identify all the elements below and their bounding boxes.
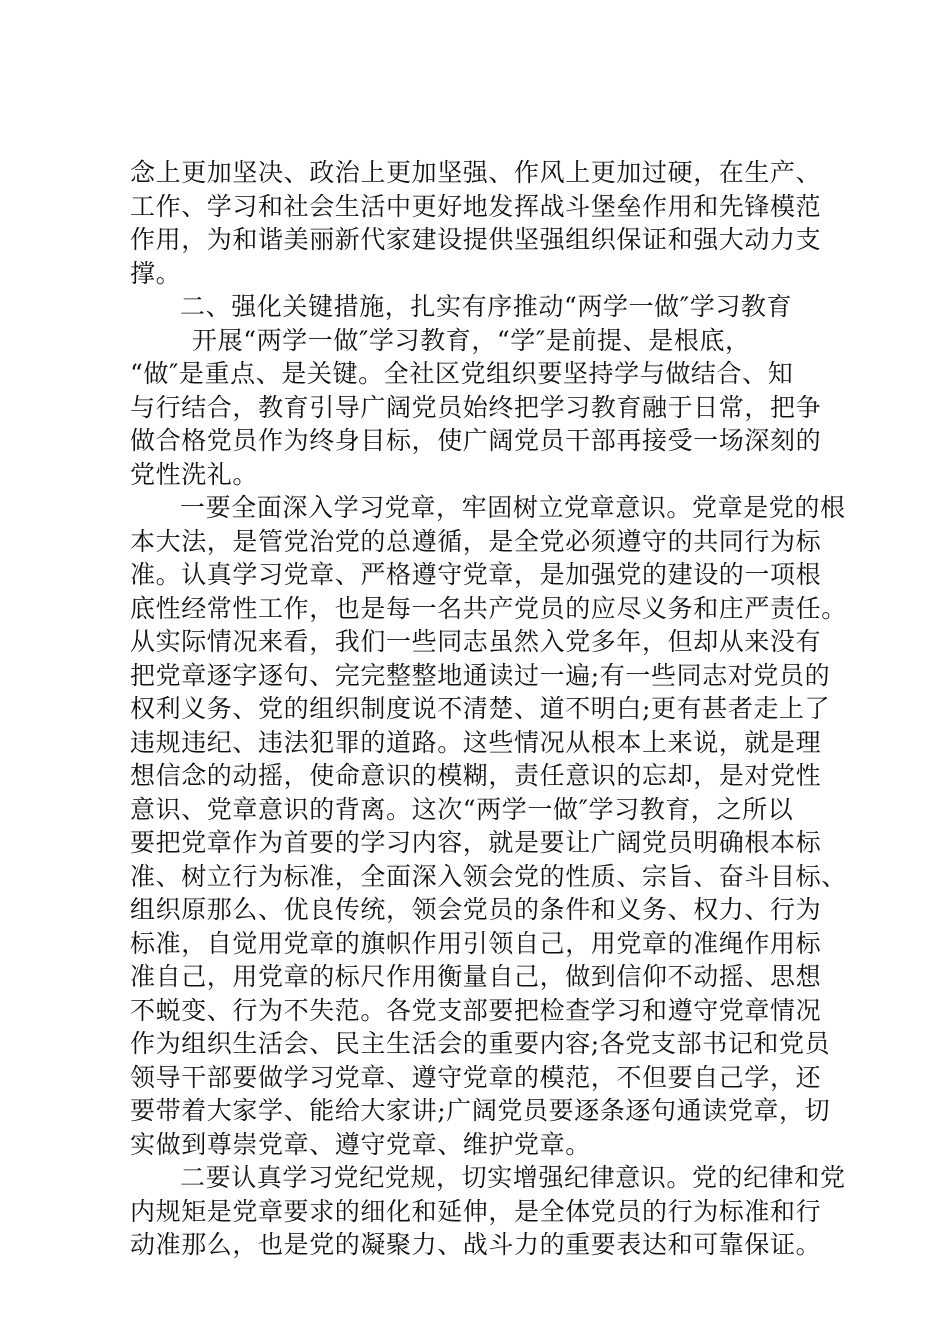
text-line: 领导干部要做学习党章、遵守党章的模范，不但要自己学，还 [130,1062,822,1092]
text-line: 要带着大家学、能给大家讲;广阔党员要逐条逐句通读党章，切 [130,1096,831,1125]
text-line: 组织原那么、优良传统，领会党员的条件和义务、权力、行为 [130,895,822,924]
text-line: 撑。 [130,258,182,288]
text-line: 实做到尊崇党章、遵守党章、维护党章。 [130,1129,591,1159]
text-line: 不蜕变、行为不失范。各党支部要把检查学习和遵守党章情况 [130,995,822,1025]
text-line: 准。认真学习党章、严格遵守党章，是加强党的建设的一项根 [130,560,822,589]
text-line: 做合格党员作为终身目标，使广阔党员干部再接受一场深刻的 [130,426,822,455]
body-text [130,156,850,1262]
text-line: 要把党章作为首要的学习内容，就是要让广阔党员明确根本标 [130,828,822,857]
text-line: 把党章逐字逐句、完完整整地通读过一遍;有一些同志对党员的 [130,660,831,690]
text-line: 权利义务、党的组织制度说不清楚、道不明白;更有甚者走上了 [130,694,831,723]
text-line: 从实际情况来看，我们一些同志虽然入党多年，但却从来没有 [130,627,822,656]
section-heading: 二、强化关键措施，扎实有序推动“两学一做″学习教育 [180,292,793,321]
text-line: 工作、学习和社会生活中更好地发挥战斗堡垒作用和先锋模范 [130,191,822,221]
text-line: 本大法，是管党治党的总遵循，是全党必须遵守的共同行为标 [130,526,822,556]
text-line: 与行结合，教育引导广阔党员始终把学习教育融于日常，把争 [130,392,822,422]
text-line: 标准，自觉用党章的旗帜作用引领自己，用党章的准绳作用标 [130,928,822,958]
text-line: 作为组织生活会、民主生活会的重要内容;各党支部书记和党员 [130,1029,831,1058]
text-line: 党性洗礼。 [130,459,259,489]
text-line: 想信念的动摇，使命意识的模糊，责任意识的忘却，是对党性 [130,761,822,790]
text-line: 内规矩是党章要求的细化和延伸，是全体党员的行为标准和行 [130,1196,822,1226]
text-line: 动准那么，也是党的凝聚力、战斗力的重要表达和可靠保证。 [130,1230,822,1259]
paragraph-start: 一要全面深入学习党章，牢固树立党章意识。党章是党的根 [180,493,846,522]
text-line: 作用，为和谐美丽新代家建设提供坚强组织保证和强大动力支 [130,225,822,254]
text-line: 准自己，用党章的标尺作用衡量自己，做到信仰不动摇、思想 [130,962,822,991]
text-line: 开展“两学一做″学习教育，“学″是前提、是根底， [192,325,751,355]
text-line: 违规违纪、违法犯罪的道路。这些情况从根本上来说，就是理 [130,727,822,757]
text-line: 念上更加坚决、政治上更加坚强、作风上更加过硬，在生产、 [130,158,822,187]
text-line: 准、树立行为标准，全面深入领会党的性质、宗旨、奋斗目标、 [130,861,847,891]
paragraph-start: 二要认真学习党纪党规，切实增强纪律意识。党的纪律和党 [180,1163,846,1192]
text-line: “做″是重点、是关键。全社区党组织要坚持学与做结合、知 [130,359,794,388]
text-line: 底性经常性工作，也是每一名共产党员的应尽义务和庄严责任。 [130,593,847,623]
text-line: 意识、党章意识的背离。这次“两学一做″学习教育，之所以 [130,794,794,824]
